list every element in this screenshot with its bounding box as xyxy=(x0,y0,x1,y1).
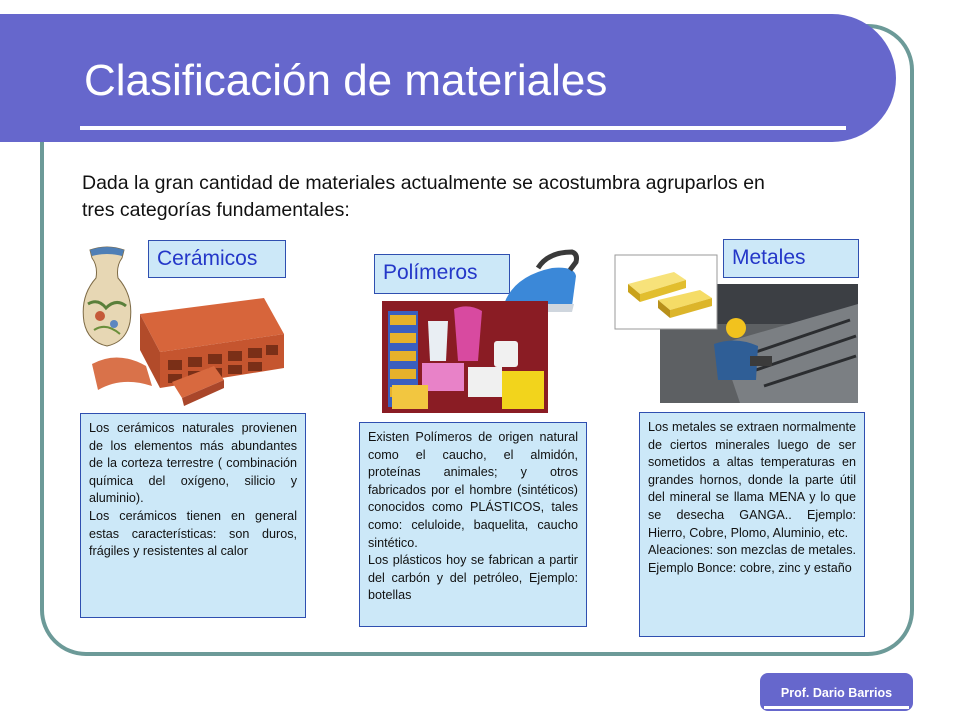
label-metales: Metales xyxy=(723,239,859,278)
label-polimeros: Polímeros xyxy=(374,254,510,294)
plastic-goods-image xyxy=(382,301,548,413)
slide-title: Clasificación de materiales xyxy=(84,56,608,105)
clay-bricks-image xyxy=(88,290,288,410)
ceramicos-paragraph-1: Los cerámicos naturales provienen de los elementos más abundantes de la corteza terrestre ( combinación química del oxígeno, silicio y aluminio). xyxy=(89,421,297,506)
author-underline xyxy=(764,706,909,709)
title-underline xyxy=(80,126,846,130)
polimeros-description xyxy=(359,422,587,627)
ceramicos-description xyxy=(80,413,306,618)
ceramicos-paragraph-2: Los cerámicos tienen en general estas características: son duros, frágiles y resistentes al calor xyxy=(89,508,297,559)
polimeros-paragraph-2: Los plásticos hoy se fabrican a partir del carbón y del petróleo, Ejemplo: botellas xyxy=(368,553,578,603)
metales-paragraph-1: Los metales se extraen normalmente de ciertos minerales luego de ser sometidos a altas temperaturas en grandes hornos, donde la parte útil del mineral se llama MENA y lo que se desecha GANGA.. Ejemplo: Hierro, Cobre, Plomo, Aluminio, etc. xyxy=(648,420,856,540)
metales-description xyxy=(639,412,865,637)
gold-bars-image xyxy=(614,254,718,330)
author-button[interactable]: Prof. Dario Barrios xyxy=(760,673,913,711)
intro-text: Dada la gran cantidad de materiales actualmente se acostumbra agruparlos en tres categorías fundamentales: xyxy=(82,172,765,221)
metales-paragraph-2: Aleaciones: son mezclas de metales. Ejemplo Bonce: cobre, zinc y estaño xyxy=(648,543,856,575)
label-ceramicos: Cerámicos xyxy=(148,240,286,278)
polimeros-paragraph-1: Existen Polímeros de origen natural como el caucho, el almidón, proteínas animales; y otros fabricados por el hombre (sintéticos) conocidos como PLÁSTICOS, tales como: celuloide, baquelita, caucho sintético. xyxy=(368,430,578,550)
